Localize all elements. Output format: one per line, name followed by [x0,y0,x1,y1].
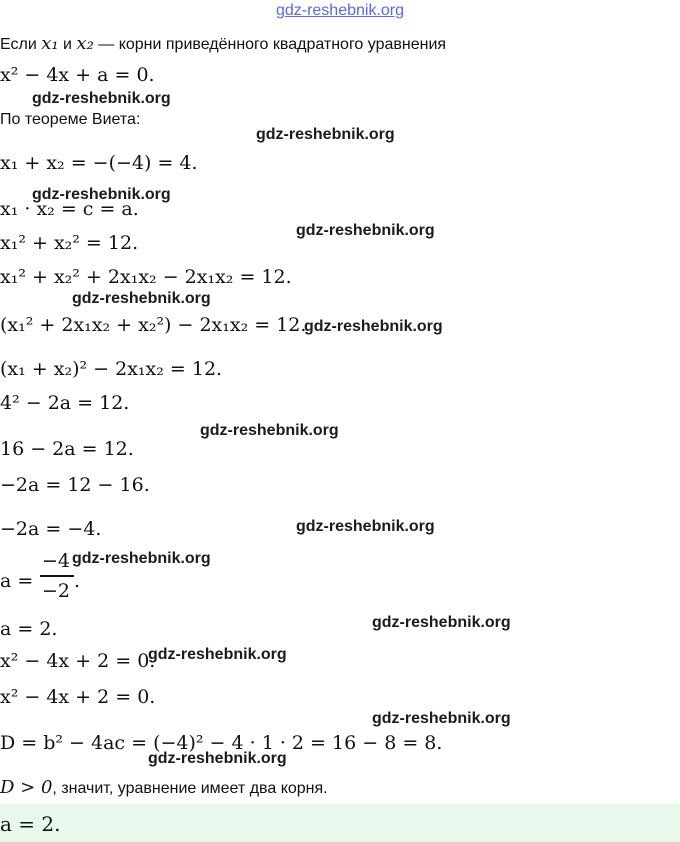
intro-text [0,34,446,55]
watermark: gdz-reshebnik.org [32,90,171,107]
a-equals-2: a = 2. [0,618,58,640]
equation-16: 16 − 2a = 12. [0,438,134,460]
conclusion-words: , значит, уравнение имеет два корня. [52,780,328,797]
watermark: gdz-reshebnik.org [72,550,211,567]
watermark: gdz-reshebnik.org [72,290,211,307]
watermark: gdz-reshebnik.org [296,222,435,239]
intro-x1: x₁ [41,33,59,54]
fraction-tail: . [74,570,81,592]
conclusion-text [0,778,328,799]
watermark: gdz-reshebnik.org [296,518,435,535]
discriminant-equation: D = b² − 4ac = (−4)² − 4 · 1 · 2 = 16 − 8 = 8. [0,732,443,754]
square-of-sum-equation: (x₁ + x₂)² − 2x₁x₂ = 12. [0,358,223,380]
watermark: gdz-reshebnik.org [32,186,171,203]
answer-text: a = 2. [0,812,61,836]
answer-box [0,804,680,842]
add-subtract-equation: x₁² + x₂² + 2x₁x₂ − 2x₁x₂ = 12. [0,266,292,288]
equation-a-2: x² − 4x + 2 = 0. [0,650,156,672]
watermark: gdz-reshebnik.org [148,750,287,767]
conclusion-math: D > 0 [0,777,53,798]
fraction-lhs: a = [0,570,34,592]
vieta-label: По теореме Виета: [0,111,141,128]
grouped-equation: (x₁² + 2x₁x₂ + x₂²) − 2x₁x₂ = 12. [0,314,307,336]
vieta-product: x₁ · x₂ = c = a. [0,198,139,220]
intro-part1: Если [0,36,42,53]
vieta-sum: x₁ + x₂ = −(−4) = 4. [0,152,198,174]
watermark: gdz-reshebnik.org [148,646,287,663]
neg-four-equation: −2a = −4. [0,518,102,540]
watermark: gdz-reshebnik.org [372,614,511,631]
intro-part2: и [58,36,77,53]
intro-part3: — корни приведённого квадратного уравнения [93,36,447,53]
equation-main: x² − 4x + a = 0. [0,64,155,86]
fraction-bar [40,575,74,577]
watermark: gdz-reshebnik.org [372,710,511,727]
fraction-denominator: −2 [42,580,71,602]
top-watermark-link[interactable]: gdz-reshebnik.org [275,2,405,19]
squares-equation: x₁² + x₂² = 12. [0,232,139,254]
equation-a-2-repeat: x² − 4x + 2 = 0. [0,686,156,708]
move-terms-equation: −2a = 12 − 16. [0,474,150,496]
intro-x2: x₂ [76,33,94,54]
watermark: gdz-reshebnik.org [304,318,443,335]
fraction-numerator: −4 [42,550,71,572]
substitution-equation: 4² − 2a = 12. [0,392,130,414]
watermark: gdz-reshebnik.org [200,422,339,439]
watermark: gdz-reshebnik.org [256,126,395,143]
